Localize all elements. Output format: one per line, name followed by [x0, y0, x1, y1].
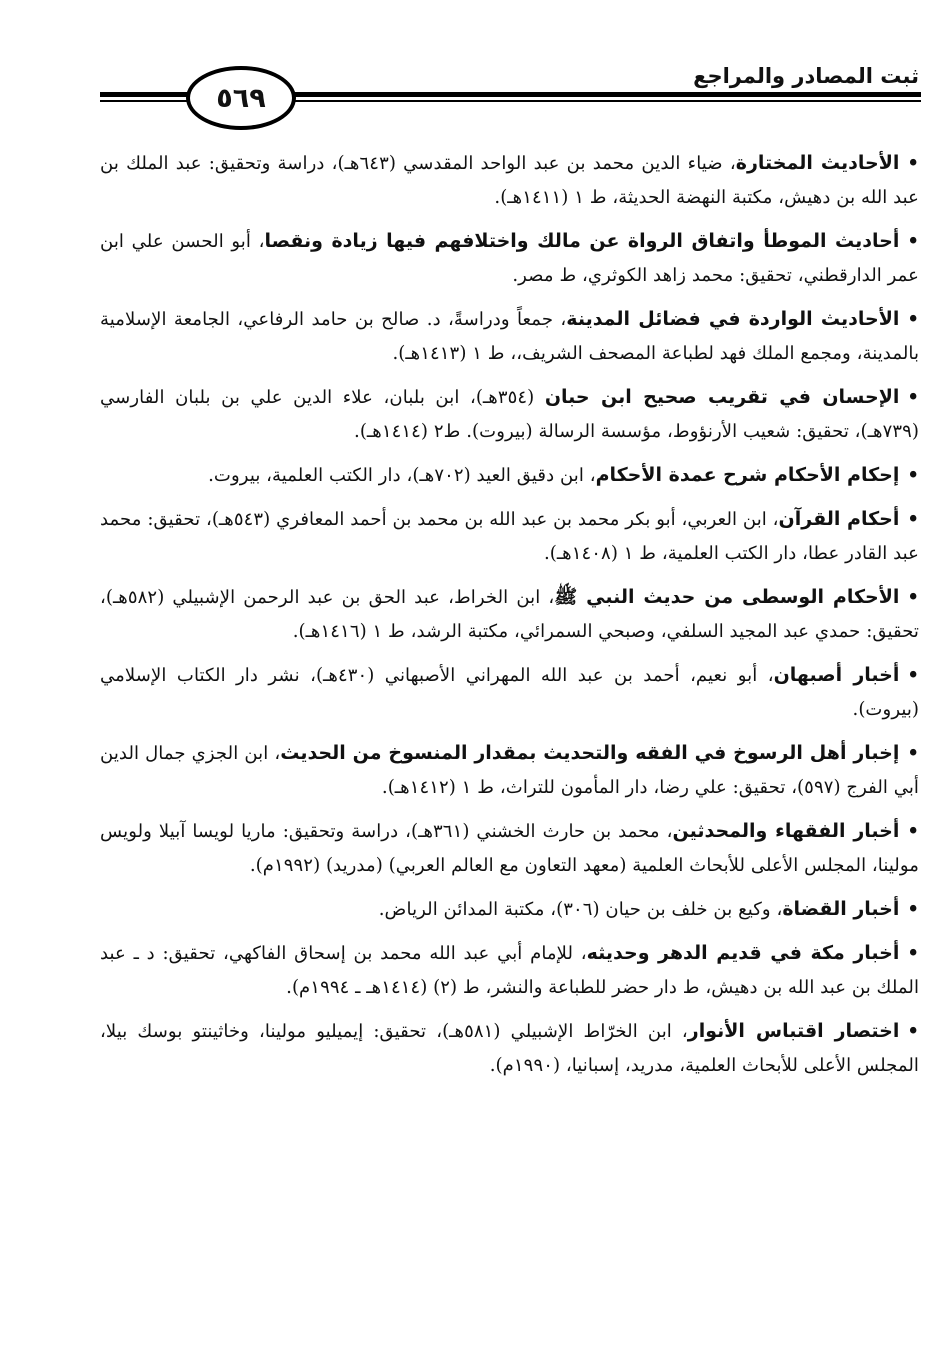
bibliography-entry [100, 502, 919, 571]
bullet-icon: • [907, 587, 919, 608]
entry-details: ، جمعاً ودراسةً، د. صالح بن حامد الرفاعي، الجامعة الإسلامية بالمدينة، ومجمع الملك فهد لطباعة المصحف الشريف،، ط ١ (١٤١٣هـ). [100, 309, 919, 364]
bibliography-entry [100, 736, 919, 805]
bullet-icon: • [907, 465, 919, 486]
bibliography-list [100, 146, 919, 1092]
entry-title: الأحاديث المختارة [735, 152, 900, 174]
entry-title: أخبار القضاة [782, 898, 900, 920]
bullet-icon: • [907, 821, 919, 842]
entry-title: الأحاديث الواردة في فضائل المدينة [566, 308, 900, 330]
entry-details: (٣٥٤هـ)، ابن بلبان، علاء الدين علي بن بلبان الفارسي (٧٣٩هـ)، تحقيق: شعيب الأرنؤوط، مؤسسة الرسالة (بيروت). ط٢ (١٤١٤هـ). [100, 387, 919, 442]
entry-title: أخبار الفقهاء والمحدثين [672, 820, 900, 842]
page-header [0, 0, 949, 140]
entry-title: اختصار اقتباس الأنوار [687, 1020, 900, 1042]
bibliography-entry [100, 1014, 919, 1083]
entry-title: أحكام القرآن [778, 508, 900, 530]
bibliography-entry [100, 458, 919, 493]
entry-details: ، ابن دقيق العيد (٧٠٢هـ)، دار الكتب العلمية، بيروت. [208, 465, 596, 486]
entry-details: ، وكيع بن خلف بن حيان (٣٠٦)، مكتبة المدائن الرياض. [378, 899, 783, 920]
entry-title: أخبار مكة في قديم الدهر وحديثه [586, 942, 900, 964]
bullet-icon: • [907, 153, 919, 174]
entry-details: ، محمد بن حارث الخشني (٣٦١هـ)، دراسة وتحقيق: ماريا لويسا آبيلا ولويس مولينا، المجلس الأعلى للأبحاث العلمية (معهد التعاون مع العالم العربي) (مدريد) (١٩٩٢م). [100, 821, 919, 876]
entry-details: ، ابن الخرّاط الإشبيلي (٥٨١هـ)، تحقيق: إيميليو مولينا، وخاثينتو بوسك بيلا، المجلس الأعلى للأبحاث العلمية، مدريد، إسبانيا، (١٩٩٠م). [100, 1021, 919, 1076]
entry-details: ، ابن العربي، أبو بكر محمد بن عبد الله بن محمد بن أحمد المعافري (٥٤٣هـ)، تحقيق: محمد عبد القادر عطا، دار الكتب العلمية، ط ١ (١٤٠٨هـ). [100, 509, 919, 564]
bibliography-entry [100, 892, 919, 927]
bibliography-entry [100, 814, 919, 883]
bibliography-entry [100, 580, 919, 649]
entry-details: ، ابن الخراط، عبد الحق بن عبد الرحمن الإشبيلي (٥٨٢هـ)، تحقيق: حمدي عبد المجيد السلفي، وصبحي السمرائي، مكتبة الرشد، ط ١ (١٤١٦هـ). [100, 587, 919, 642]
bibliography-entry [100, 936, 919, 1005]
entry-details: ، أبو نعيم، أحمد بن عبد الله المهراني الأصبهاني (٤٣٠هـ)، نشر دار الكتاب الإسلامي (بيروت). [100, 665, 919, 720]
bibliography-entry [100, 380, 919, 449]
entry-title: الأحكام الوسطى من حديث النبي ﷺ [554, 586, 900, 608]
bullet-icon: • [907, 943, 919, 964]
bullet-icon: • [907, 309, 919, 330]
entry-title: إحكام الأحكام شرح عمدة الأحكام [595, 464, 900, 486]
bullet-icon: • [907, 231, 919, 252]
bullet-icon: • [907, 387, 919, 408]
bibliography-entry [100, 224, 919, 293]
bullet-icon: • [907, 665, 919, 686]
bibliography-entry [100, 302, 919, 371]
bibliography-entry [100, 146, 919, 215]
entry-title: الإحسان في تقريب صحيح ابن حبان [544, 386, 900, 408]
entry-title: إخبار أهل الرسوخ في الفقه والتحديث بمقدار المنسوخ من الحديث [280, 742, 900, 764]
entry-details: ، أبو الحسن علي ابن عمر الدارقطني، تحقيق: محمد زاهد الكوثري، ط مصر. [100, 231, 919, 286]
entry-details: ، ضياء الدين محمد بن عبد الواحد المقدسي (٦٤٣هـ)، دراسة وتحقيق: عبد الملك بن عبد الله بن دهيش، مكتبة النهضة الحديثة، ط ١ (١٤١١هـ). [100, 153, 919, 208]
running-title: ثبت المصادر والمراجع [693, 64, 919, 88]
entry-title: أحاديث الموطأ واتفاق الرواة عن مالك واختلافهم فيها زيادة ونقصا [264, 230, 900, 252]
bibliography-entry [100, 658, 919, 727]
page-number-oval [186, 66, 296, 130]
bullet-icon: • [907, 1021, 919, 1042]
entry-details: ، ابن الجزي جمال الدين أبي الفرج (٥٩٧)، تحقيق: علي رضا، دار المأمون للتراث، ط ١ (١٤١٢هـ). [100, 743, 919, 798]
bullet-icon: • [907, 899, 919, 920]
page-number: ٥٦٩ [216, 82, 266, 114]
entry-details: ، للإمام أبي عبد الله محمد بن إسحاق الفاكهي، تحقيق: د ـ عبد الملك بن عبد الله بن دهيش، ط دار حضر للطباعة والنشر، ط (٢) (١٤١٤هـ ـ ١٩٩٤م). [100, 943, 919, 998]
bullet-icon: • [907, 509, 919, 530]
bullet-icon: • [907, 743, 919, 764]
entry-title: أخبار أصبهان [773, 664, 900, 686]
